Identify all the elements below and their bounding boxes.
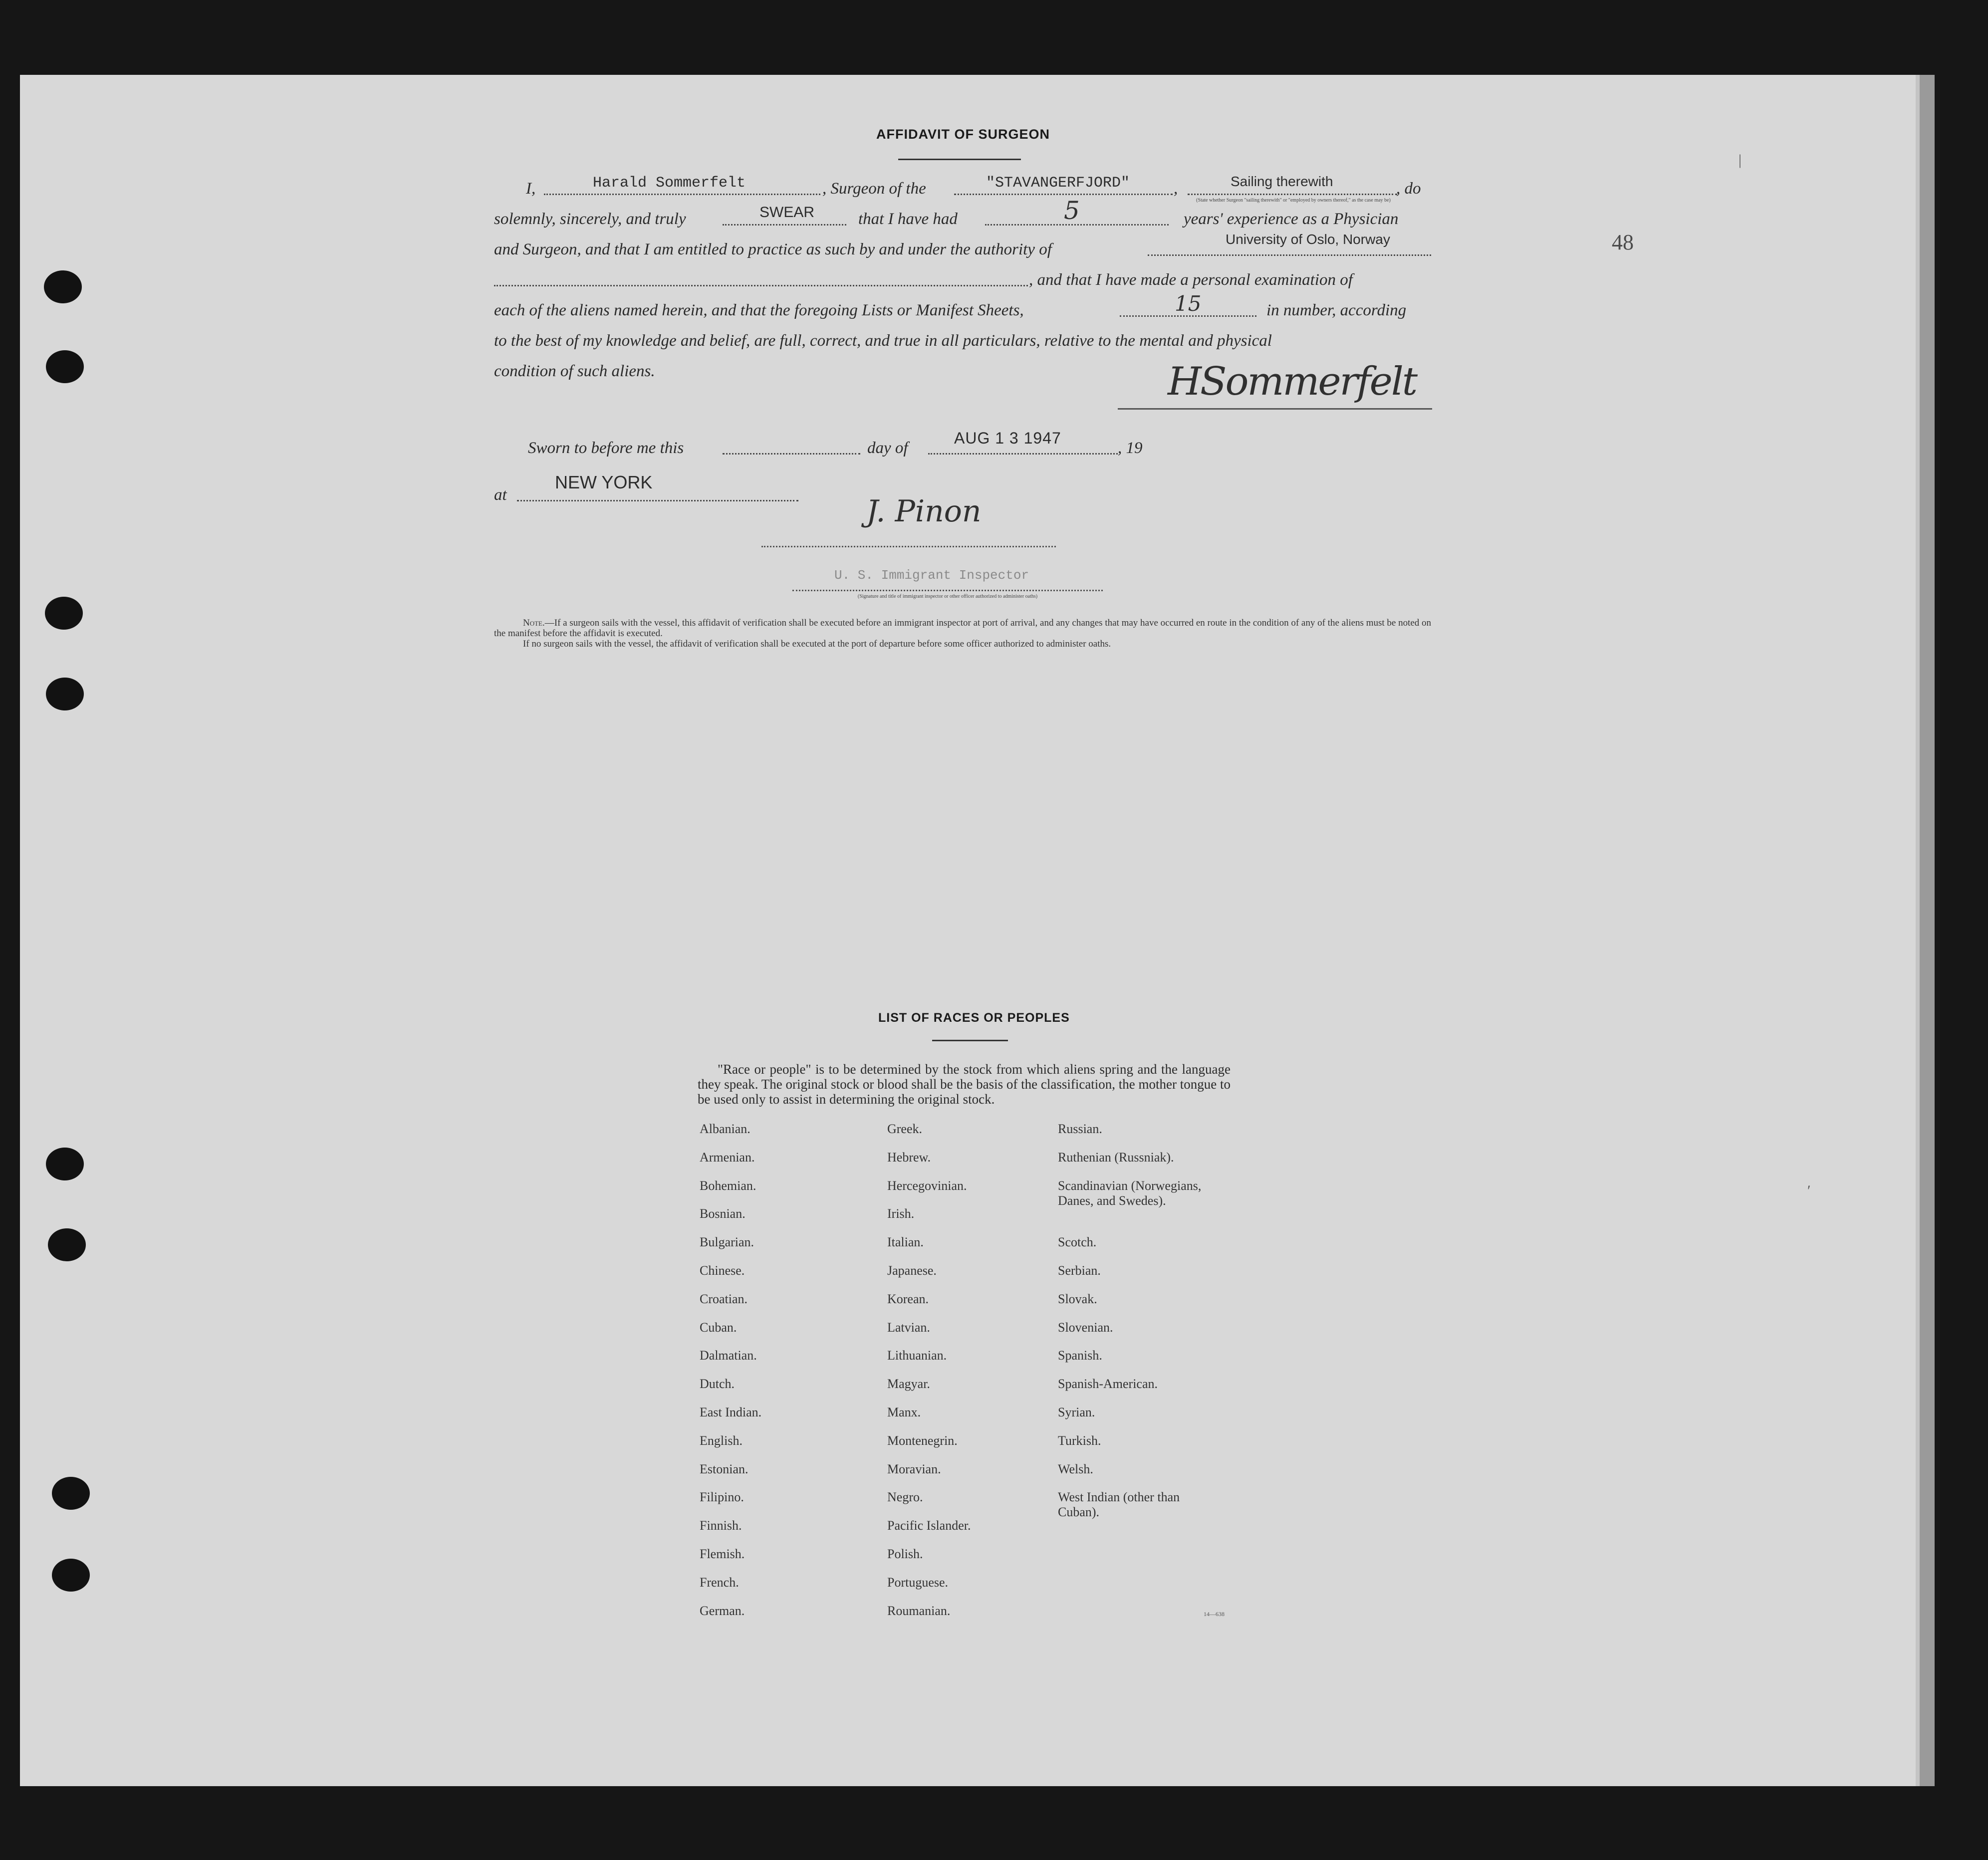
surgeon-name-field: Harald Sommerfelt bbox=[593, 175, 746, 192]
note-line-1: —If a surgeon sails with the vessel, this affidavit of verification shall be executed before an immigrant inspector at port of arrival, and any changes that may have occurred en route in the condition of any of the aliens must be noted on the manifest before the affidavit is executed. bbox=[494, 618, 1432, 639]
surgeon-signature-line bbox=[1118, 408, 1432, 410]
punch-hole bbox=[46, 350, 84, 383]
title-rule bbox=[898, 159, 1021, 160]
affidavit-line-4 bbox=[494, 271, 1432, 301]
sworn-day-blank bbox=[723, 453, 860, 455]
inspector-title: U. S. Immigrant Inspector bbox=[834, 568, 1029, 583]
place-blank bbox=[517, 500, 798, 501]
punch-hole bbox=[45, 597, 83, 630]
race-entry: Magyar. bbox=[887, 1377, 930, 1392]
race-entry: East Indian. bbox=[700, 1404, 762, 1419]
race-entry: Moravian. bbox=[887, 1461, 941, 1476]
race-entry: Bosnian. bbox=[700, 1206, 746, 1221]
sworn-line bbox=[494, 429, 1432, 469]
race-entry: Italian. bbox=[887, 1235, 924, 1250]
years-field: 5 bbox=[1064, 196, 1080, 225]
races-column-3 bbox=[1058, 1122, 1267, 1518]
race-entry: Filipino. bbox=[700, 1490, 744, 1505]
inspector-title-line bbox=[792, 590, 1103, 591]
race-entry: Slovenian. bbox=[1058, 1320, 1113, 1335]
line5-post: in number, according bbox=[1266, 301, 1407, 319]
punch-hole bbox=[46, 1148, 84, 1180]
race-entry: Finnish. bbox=[700, 1518, 742, 1533]
inspector-hint: (Signature and title of immigrant inspector or other officer authorized to administer oaths) bbox=[857, 594, 1038, 599]
punch-hole bbox=[52, 1559, 90, 1592]
race-entry: Chinese. bbox=[700, 1263, 745, 1278]
race-entry: German. bbox=[700, 1603, 745, 1618]
surgeon-name-blank bbox=[544, 194, 820, 195]
punch-hole bbox=[46, 678, 84, 710]
authority-blank bbox=[1148, 254, 1431, 256]
race-entry: Roumanian. bbox=[887, 1603, 951, 1618]
affidavit-line-6 bbox=[494, 332, 1432, 362]
race-entry: Manx. bbox=[887, 1404, 921, 1419]
race-entry: Estonian. bbox=[700, 1461, 748, 1476]
line4-post: , and that I have made a personal examination of bbox=[1029, 271, 1353, 289]
place-field: NEW YORK bbox=[555, 472, 653, 492]
race-entry: Dalmatian. bbox=[700, 1348, 757, 1363]
sheets-count-field: 15 bbox=[1175, 291, 1202, 316]
race-entry: Hercegovinian. bbox=[887, 1178, 967, 1193]
sworn-day-of: day of bbox=[867, 439, 908, 457]
affidavit-line-3 bbox=[494, 232, 1432, 270]
race-entry: Albanian. bbox=[700, 1122, 750, 1136]
folio-number: 48 bbox=[1612, 230, 1634, 254]
oath-field: SWEAR bbox=[759, 204, 815, 221]
line1-post: , do bbox=[1396, 180, 1421, 198]
note-line-2: If no surgeon sails with the vessel, the affidavit of verification shall be executed at the port of departure before some officer authorized to administer oaths. bbox=[523, 639, 1111, 649]
race-entry: Korean. bbox=[887, 1291, 929, 1306]
race-entry: English. bbox=[700, 1433, 743, 1448]
races-intro-text: "Race or people" is to be determined by the stock from which aliens spring and the language they speak. The original stock or blood shall be the basis of the classification, the mother tongue to be used only to assist in determining the original stock. bbox=[698, 1062, 1231, 1107]
form-code: 14—638 bbox=[1204, 1611, 1225, 1618]
line2-mid: that I have had bbox=[858, 210, 958, 228]
race-entry: Flemish. bbox=[700, 1546, 745, 1561]
date-stamp: AUG 1 3 1947 bbox=[954, 429, 1061, 447]
line2-post: years' experience as a Physician bbox=[1184, 210, 1399, 228]
capacity-field: Sailing therewith bbox=[1231, 174, 1333, 189]
sworn-pre: Sworn to before me this bbox=[528, 439, 684, 457]
race-entry: Portuguese. bbox=[887, 1575, 949, 1590]
scan-mark: | bbox=[1739, 152, 1742, 168]
race-entry: Armenian. bbox=[700, 1150, 755, 1164]
inspector-signature: J. Pinon bbox=[866, 494, 982, 529]
line6-text: to the best of my knowledge and belief, are full, correct, and true in all particulars, relative to the mental and physical bbox=[494, 332, 1272, 350]
sworn-month-blank bbox=[928, 453, 1118, 455]
punch-hole bbox=[44, 270, 82, 303]
inspector-signature-line bbox=[761, 546, 1056, 547]
line1-comma: , bbox=[1174, 180, 1178, 198]
race-entry: Montenegrin. bbox=[887, 1433, 958, 1448]
race-entry: Russian. bbox=[1058, 1122, 1102, 1136]
race-entry: Ruthenian (Russniak). bbox=[1058, 1150, 1174, 1164]
line2-pre: solemnly, sincerely, and truly bbox=[494, 210, 686, 228]
sworn-year: , 19 bbox=[1118, 439, 1143, 457]
races-column-1 bbox=[700, 1122, 869, 1631]
race-entry: Latvian. bbox=[887, 1320, 930, 1335]
race-entry bbox=[1058, 1206, 1267, 1235]
vessel-blank bbox=[954, 194, 1173, 195]
races-title-rule bbox=[932, 1040, 1008, 1041]
races-intro bbox=[698, 1062, 1231, 1107]
capacity-blank bbox=[1188, 194, 1397, 195]
race-entry: Spanish-American. bbox=[1058, 1377, 1158, 1392]
race-entry: Slovak. bbox=[1058, 1291, 1097, 1306]
race-entry: Greek. bbox=[887, 1122, 923, 1136]
line1-mid: , Surgeon of the bbox=[822, 180, 926, 198]
race-entry: Serbian. bbox=[1058, 1263, 1101, 1278]
at-label: at bbox=[494, 486, 507, 504]
race-entry: Dutch. bbox=[700, 1377, 735, 1392]
punch-hole bbox=[48, 1228, 86, 1261]
affidavit-line-5 bbox=[494, 291, 1432, 331]
affidavit-note bbox=[494, 618, 1432, 649]
oath-blank bbox=[723, 224, 846, 226]
note-label: Note. bbox=[523, 618, 545, 628]
punch-hole bbox=[52, 1477, 90, 1510]
race-entry: Lithuanian. bbox=[887, 1348, 947, 1363]
race-entry: Negro. bbox=[887, 1490, 923, 1505]
line5-pre: each of the aliens named herein, and that the foregoing Lists or Manifest Sheets, bbox=[494, 301, 1024, 319]
race-entry: Irish. bbox=[887, 1206, 915, 1221]
surgeon-signature: HSommerfelt bbox=[1168, 359, 1417, 404]
line1-pre: I, bbox=[526, 180, 536, 198]
race-entry: Turkish. bbox=[1058, 1433, 1101, 1448]
race-entry: Welsh. bbox=[1058, 1461, 1093, 1476]
page-edge bbox=[1920, 75, 1935, 1786]
race-entry: Syrian. bbox=[1058, 1404, 1095, 1419]
race-entry: Scandinavian (Norwegians, Danes, and Swedes). bbox=[1058, 1178, 1202, 1208]
scan-mark: ′ bbox=[1807, 1182, 1811, 1199]
line3-pre: and Surgeon, and that I am entitled to practice as such by and under the authority of bbox=[494, 240, 1052, 258]
capacity-hint: (State whether Surgeon "sailing therewith" or "employed by owners thereof," as the case may be) bbox=[1196, 198, 1391, 203]
race-entry: Croatian. bbox=[700, 1291, 748, 1306]
races-column-2 bbox=[887, 1122, 1057, 1631]
authority-field: University of Oslo, Norway bbox=[1226, 232, 1390, 247]
race-entry: Bohemian. bbox=[700, 1178, 756, 1193]
line7-text: condition of such aliens. bbox=[494, 362, 655, 380]
race-entry: Scotch. bbox=[1058, 1235, 1097, 1250]
race-entry: Bulgarian. bbox=[700, 1235, 754, 1250]
races-list-title: LIST OF RACES OR PEOPLES bbox=[878, 1011, 1070, 1025]
race-entry: French. bbox=[700, 1575, 739, 1590]
affidavit-line-1 bbox=[494, 174, 1432, 210]
race-entry: Cuban. bbox=[700, 1320, 737, 1335]
vessel-name-field: "STAVANGERFJORD" bbox=[986, 175, 1130, 192]
race-entry: Spanish. bbox=[1058, 1348, 1102, 1363]
race-entry: Pacific Islander. bbox=[887, 1518, 971, 1533]
race-entry: West Indian (other than Cuban). bbox=[1058, 1490, 1180, 1520]
affidavit-title: AFFIDAVIT OF SURGEON bbox=[876, 127, 1050, 142]
race-entry: Hebrew. bbox=[887, 1150, 931, 1164]
authority-blank-continued bbox=[494, 285, 1028, 286]
race-entry: Polish. bbox=[887, 1546, 923, 1561]
race-entry: Japanese. bbox=[887, 1263, 937, 1278]
